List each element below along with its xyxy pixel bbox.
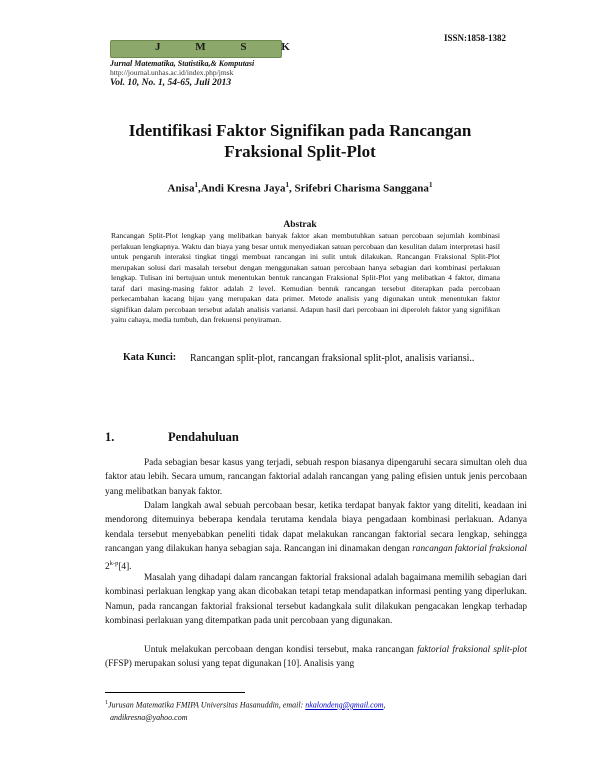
author-2: ,Andi Kresna Jaya (197, 182, 286, 195)
paragraph-3 (105, 571, 527, 629)
paper-title (60, 120, 540, 162)
formula-exponent: k-p (109, 559, 119, 567)
footnote-text: Jurusan Matematika FMIPA Universitas Hasanuddin, email: (108, 700, 306, 710)
journal-logo-text: J M S K (155, 41, 306, 53)
footnote-divider (105, 692, 245, 693)
footnote-comma: , (383, 700, 386, 710)
footnote (105, 697, 535, 724)
journal-name: Jurnal Matematika, Statistika,& Komputasi (110, 59, 255, 68)
author-3: , Srifebri Charisma Sanggana (288, 182, 429, 195)
paragraph-4-text: Untuk melakukan percobaan dengan kondisi tersebut, maka rancangan (144, 645, 418, 655)
paragraph-4-end: (FFSP) merupakan solusi yang tepat digunakan [10]. Analisis yang (105, 659, 355, 670)
title-line-2: Fraksional Split-Plot (224, 142, 376, 161)
section-number: 1. (105, 430, 115, 444)
abstract-body: Rancangan Split-Plot lengkap yang melibatkan banyak faktor akan membutuhkan satuan percobaan sejumlah kombinasi perlakuan lengkapnya. Waktu dan biaya yang besar untuk menyediakan satuan percobaan dan kesulitan dalam interpretasi hasil untuk pengaruh interaksi tingkat tinggi membuat rancangan ini sulit untuk dilakukan. Rancangan Fraksional Split-Plot merupakan solusi dari masalah tersebut dengan menggunakan satuan percobaan hanya sebagian dari kombinasi perlakuan lengkap. Tulisan ini bertujuan untuk menentukan bentuk rancangan Fraksional Split-Plot yang melibatkan 4 faktor, dimana taraf dari masing-masing faktor adalah 2 level. Kemudian bentuk rancangan tersebut diterapkan pada percobaan perkecambahan kacang hijau yang merupakan data primer. Metode analisis yang digunakan untuk menentukan faktor signifikan dalam percobaan tersebut adalah analisis variansi. Adapun hasil dari percobaan ini diperoleh faktor yang signifikan yaitu cahaya, media tumbuh, dan frekuensi penyiraman. (111, 231, 500, 324)
affiliation-mark: 1 (285, 181, 289, 189)
volume-info: Vol. 10, No. 1, 54-65, Juli 2013 (110, 78, 232, 88)
email-link-1[interactable]: nkalondeng@gmail.com (305, 700, 384, 710)
keywords-text: Rancangan split-plot, rancangan fraksional split-plot, analisis variansi.. (190, 353, 475, 364)
journal-url[interactable]: http://journal.unhas.ac.id/index.php/jmsk (110, 68, 234, 77)
keywords-label: Kata Kunci: (123, 352, 177, 363)
section-title: Pendahuluan (168, 430, 239, 444)
paragraph-4 (105, 643, 527, 672)
paragraph-2-end: [4]. (118, 561, 132, 572)
author-1: Anisa (167, 182, 195, 195)
paragraph-2-italic: rancangan faktorial fraksional (412, 544, 527, 555)
paragraph-2 (105, 499, 527, 574)
paragraph-4-italic: faktorial fraksional split-plot (417, 645, 527, 655)
paragraph-1-text: Pada sebagian besar kasus yang terjadi, sebuah respon biasanya dipengaruhi secara simultan oleh dua faktor atau lebih. Secara umum, rancangan faktorial adalah rancangan yang paling efisien untuk jenis percobaan yang melibatkan banyak faktor. (105, 458, 527, 497)
paragraph-1 (105, 456, 527, 499)
email-2: andikresna@yahoo.com (110, 712, 188, 722)
footnote-mark: 1 (105, 700, 108, 706)
title-line-1: Identifikasi Faktor Signifikan pada Rancangan (128, 121, 472, 140)
paragraph-3-text: Masalah yang dihadapi dalam rancangan faktorial fraksional adalah bagaimana memilih sebagian dari kombinasi perlakuan lengkap yang akan dicobakan tetapi tetap mendapatkan informasi penting yang diperlukan. Namun, pada rancangan faktorial fraksional tersebut kadangkala sulit dilakukan pengacakan lengkap terhadap kombinasi perlakuan yang ditempatkan pada unit percobaan yang digunakan. (105, 573, 527, 627)
authors (60, 181, 540, 195)
affiliation-mark: 1 (428, 181, 433, 189)
abstract-heading: Abstrak (283, 220, 317, 230)
issn-label: ISSN:1858-1382 (444, 33, 507, 43)
formula-base: 2 (105, 561, 110, 572)
affiliation-mark: 1 (194, 181, 198, 189)
paragraph-2-text: Dalam langkah awal sebuah percobaan besar, ketika terdapat banyak faktor yang diteliti, keadaan ini mendorong ditemuinya beberapa kendala terutama kendala biaya pengadaan kombinasi perlakuan. Adanya kendala tersebut menyebabkan peneliti tidak dapat melakukan rancangan faktorial secara lengkap, sehingga rancangan yang dilakukan hanya sebagian saja. Rancangan ini dinamakan dengan (105, 501, 527, 555)
